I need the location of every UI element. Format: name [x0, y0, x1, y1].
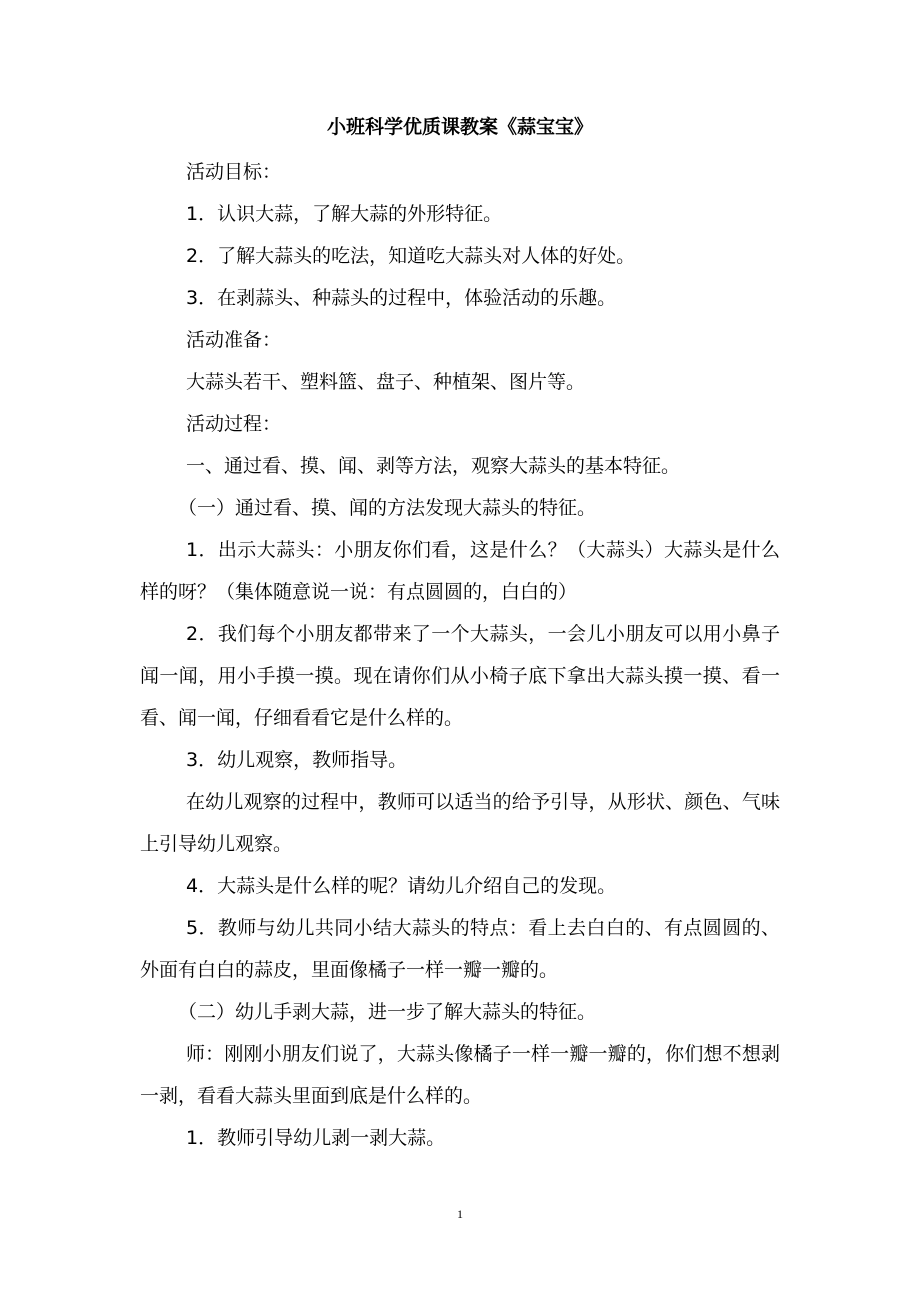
paragraph-teacher-prompt: 师：刚刚小朋友们说了，大蒜头像橘子一样一瓣一瓣的，你们想不想剥一剥，看看大蒜头里面到底是什么样的。 — [140, 1043, 780, 1107]
paragraph-goal-3: 3．在剥蒜头、种蒜头的过程中，体验活动的乐趣。 — [186, 287, 617, 309]
paragraph-process-heading: 活动过程： — [186, 413, 282, 435]
paragraph-preparation-heading: 活动准备： — [186, 329, 282, 351]
paragraph-activity-goals-heading: 活动目标： — [186, 161, 282, 183]
paragraph-section-one: 一、通过看、摸、闻、剥等方法，观察大蒜头的基本特征。 — [186, 455, 681, 477]
paragraph-step-2: 2．我们每个小朋友都带来了一个大蒜头，一会儿小朋友可以用小鼻子闻一闻，用小手摸一摸。现在请你们从小椅子底下拿出大蒜头摸一摸、看一看、闻一闻，仔细看看它是什么样的。 — [140, 623, 780, 729]
paragraph-goal-1: 1．认识大蒜，了解大蒜的外形特征。 — [186, 203, 503, 225]
paragraph-peel-step-1: 1．教师引导幼儿剥一剥大蒜。 — [186, 1127, 446, 1149]
paragraph-subsection-one: （一）通过看、摸、闻的方法发现大蒜头的特征。 — [178, 497, 597, 519]
document-title: 小班科学优质课教案《蒜宝宝》 — [326, 116, 593, 138]
paragraph-observation-guidance: 在幼儿观察的过程中，教师可以适当的给予引导，从形状、颜色、气味上引导幼儿观察。 — [140, 791, 780, 855]
paragraph-step-5: 5．教师与幼儿共同小结大蒜头的特点：看上去白白的、有点圆圆的、外面有白白的蒜皮，里面像橘子一样一瓣一瓣的。 — [140, 917, 780, 981]
paragraph-preparation-materials: 大蒜头若干、塑料篮、盘子、种植架、图片等。 — [186, 371, 586, 393]
page-number: 1 — [457, 1207, 463, 1221]
paragraph-subsection-two: （二）幼儿手剥大蒜，进一步了解大蒜头的特征。 — [178, 1001, 597, 1023]
paragraph-step-4: 4．大蒜头是什么样的呢？请幼儿介绍自己的发现。 — [186, 875, 617, 897]
paragraph-step-1: 1．出示大蒜头：小朋友你们看，这是什么？（大蒜头）大蒜头是什么样的呀？（集体随意说一说：有点圆圆的，白白的） — [140, 539, 780, 603]
paragraph-step-3: 3．幼儿观察，教师指导。 — [186, 749, 408, 771]
paragraph-goal-2: 2．了解大蒜头的吃法，知道吃大蒜头对人体的好处。 — [186, 245, 636, 267]
